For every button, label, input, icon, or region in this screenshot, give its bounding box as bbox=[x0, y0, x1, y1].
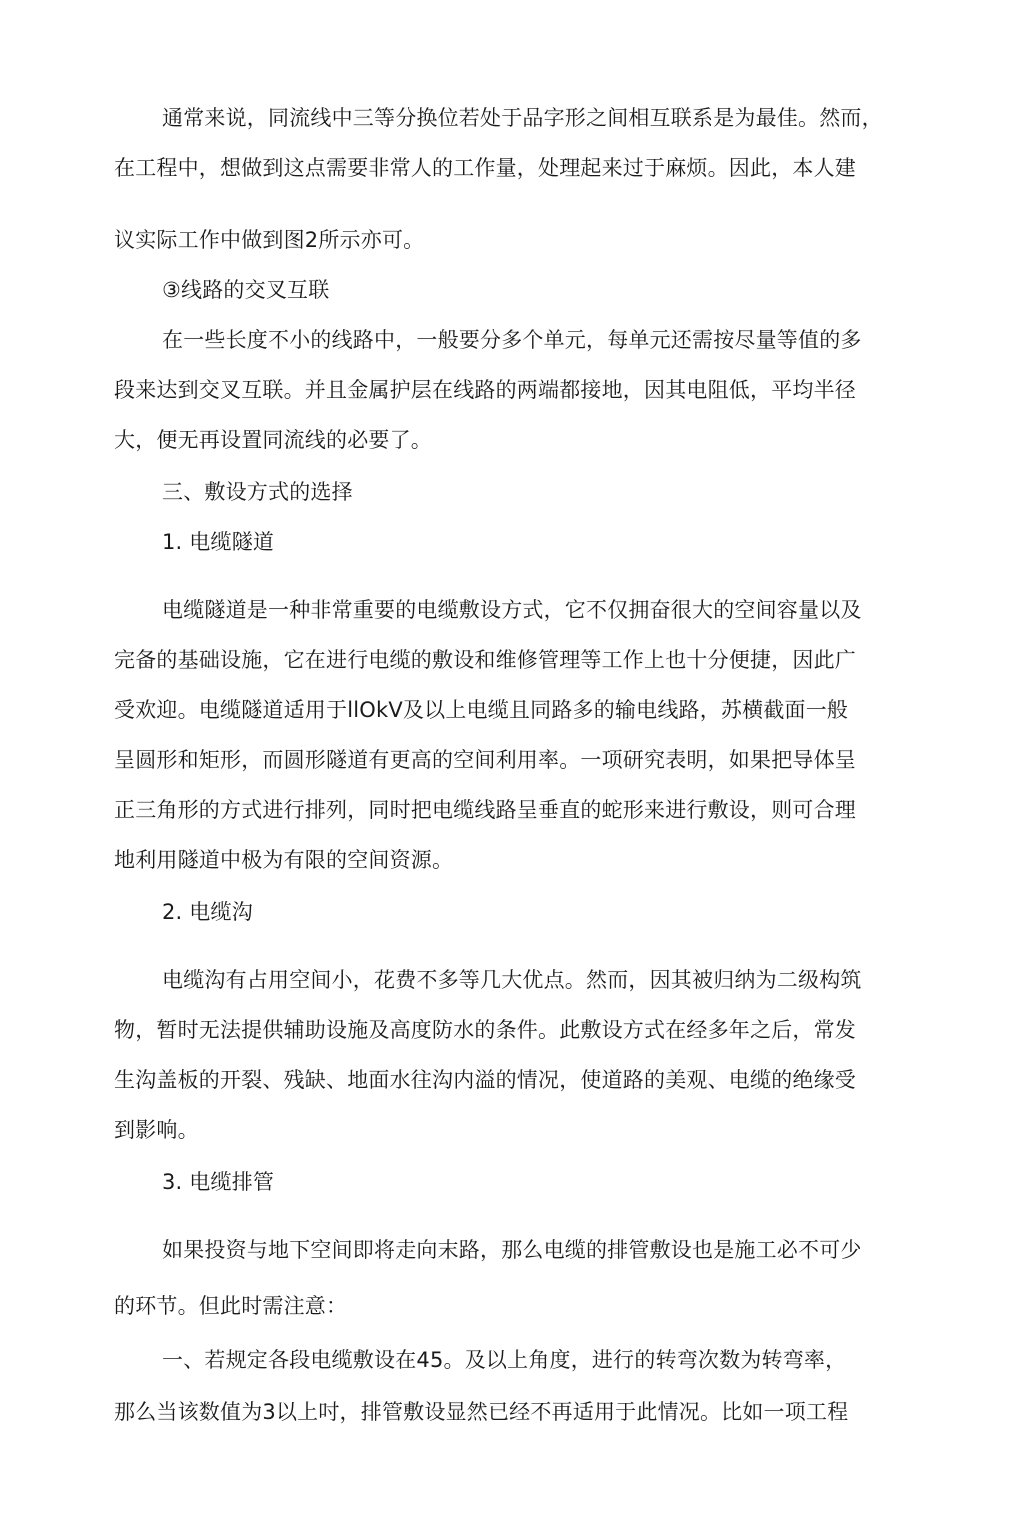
paragraph-line: 在一些长度不小的线路中，一般要分多个单元，每单元还需按尽量等值的多 bbox=[162, 328, 862, 352]
paragraph-line: 电缆隧道是一种非常重要的电缆敷设方式，它不仅拥奋很大的空间容量以及 bbox=[162, 598, 862, 622]
subsection-heading: 1. 电缆隧道 bbox=[162, 530, 275, 554]
paragraph-line: 的环节。但此时需注意： bbox=[114, 1294, 348, 1318]
paragraph-line: 生沟盖板的开裂、残缺、地面水往沟内溢的情况，使道路的美观、电缆的绝缘受 bbox=[114, 1068, 856, 1092]
paragraph-line: 大，便无再设置同流线的必要了。 bbox=[114, 428, 432, 452]
paragraph-line: 正三角形的方式进行排列，同时把电缆线路呈垂直的蛇形来进行敷设，则可合理 bbox=[114, 798, 856, 822]
paragraph-line: 议实际工作中做到图2所示亦可。 bbox=[114, 228, 425, 252]
paragraph-line: 物，暂时无法提供辅助设施及高度防水的条件。此敷设方式在经多年之后，常发 bbox=[114, 1018, 856, 1042]
subsection-heading: 2. 电缆沟 bbox=[162, 900, 253, 924]
paragraph-line: 那么当该数值为3以上吋，排管敷设显然已经不再适用于此情况。比如一项工程 bbox=[114, 1400, 849, 1424]
paragraph-line: 通常来说，同流线中三等分换位若处于品字形之间相互联系是为最佳。然而， bbox=[162, 106, 883, 130]
paragraph-line: 完备的基础设施，它在进行电缆的敷设和维修管理等工作上也十分便捷，因此广 bbox=[114, 648, 856, 672]
paragraph-line: 到影响。 bbox=[114, 1118, 199, 1142]
paragraph-line: 地利用隧道中极为有限的空间资源。 bbox=[114, 848, 454, 872]
paragraph-line: 呈圆形和矩形，而圆形隧道有更高的空间利用率。一项研究表明，如果把导体呈 bbox=[114, 748, 856, 772]
subsection-heading: 3. 电缆排管 bbox=[162, 1170, 275, 1194]
paragraph-line: 电缆沟有占用空间小，花费不多等几大优点。然而，因其被归纳为二级构筑 bbox=[162, 968, 862, 992]
paragraph-line: 在工程中，想做到这点需要非常人的工作量，处理起来过于麻烦。因此，本人建 bbox=[114, 156, 856, 180]
paragraph-line: 段来达到交叉互联。并且金属护层在线路的两端都接地，因其电阻低，平均半径 bbox=[114, 378, 856, 402]
paragraph-line: 一、若规定各段电缆敷设在45。及以上角度，进行的转弯次数为转弯率， bbox=[162, 1348, 847, 1372]
section-heading: 三、敷设方式的选择 bbox=[162, 480, 353, 504]
paragraph-line: 如果投资与地下空间即将走向末路，那么电缆的排管敷设也是施工必不可少 bbox=[162, 1238, 862, 1262]
section-heading: ③线路的交叉互联 bbox=[162, 278, 330, 302]
paragraph-line: 受欢迎。电缆隧道适用于llOkV及以上电缆且同路多的输电线路，苏横截面一般 bbox=[114, 698, 849, 722]
